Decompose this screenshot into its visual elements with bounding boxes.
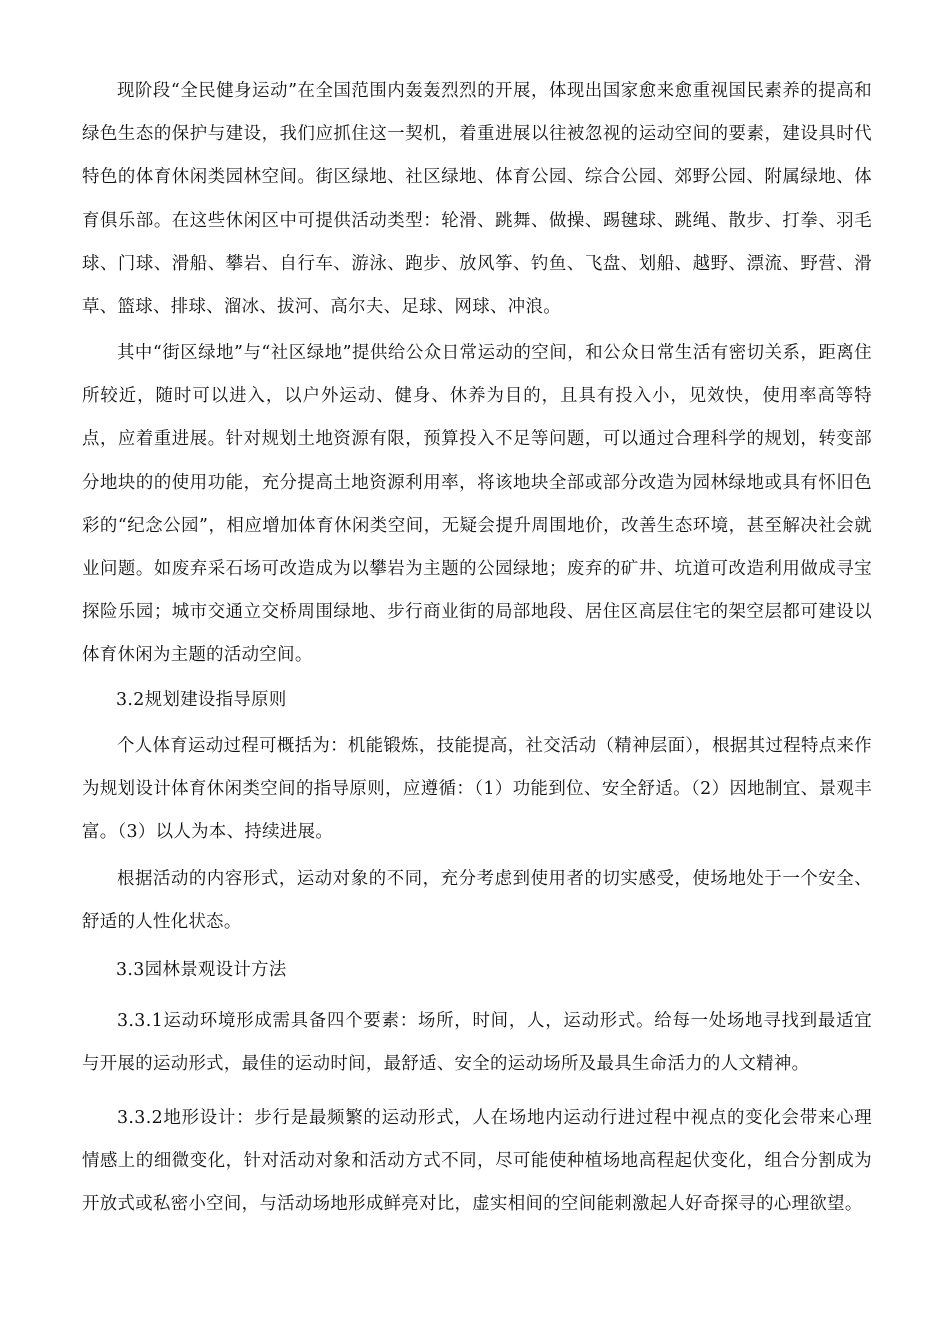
paragraph-3-3-1: 3.3.1运动环境形成需具备四个要素：场所，时间，人，运动形式。给每一处场地寻找到最适宜与开展的运动形式，最佳的运动时间，最舒适、安全的运动场所及最具生命活力的人文精神。 <box>82 1011 872 1075</box>
paragraph-humanized-state: 根据活动的内容形式，运动对象的不同，充分考虑到使用者的切实感受，使场地处于一个安全、舒适的人性化状态。 <box>82 869 872 933</box>
section-heading-3-3: 3.3园林景观设计方法 <box>116 960 287 980</box>
paragraph-street-community-greenspace: 其中“街区绿地”与“社区绿地”提供给公众日常运动的空间，和公众日常生活有密切关系，距离住所较近，随时可以进入，以户外运动、健身、休养为目的，且具有投入小，见效快，使用率高等特点，应着重进展。针对规划土地资源有限，预算投入不足等问题，可以通过合理科学的规划，转变部分地块的的使用功能，充分提高土地资源利用率，将该地块全部或部分改造为园林绿地或具有怀旧色彩的“纪念公园”，相应增加体育休闲类空间，无疑会提升周围地价，改善生态环境，甚至解决社会就业问题。如废弃采石场可改造成为以攀岩为主题的公园绿地；废弃的矿井、坑道可改造利用做成寻宝探险乐园；城市交通立交桥周围绿地、步行商业街的局部地段、居住区高层住宅的架空层都可建设以体育休闲为主题的活动空间。 <box>82 343 872 666</box>
paragraph-fitness-movement: 现阶段“全民健身运动”在全国范围内轰轰烈烈的开展，体现出国家愈来愈重视国民素养的提高和绿色生态的保护与建设，我们应抓住这一契机，着重进展以往被忽视的运动空间的要素，建设具时代特色的体育休闲类园林空间。街区绿地、社区绿地、体育公园、综合公园、郊野公园、附属绿地、体育俱乐部。在这些休闲区中可提供活动类型：轮滑、跳舞、做操、踢毽球、跳绳、散步、打拳、羽毛球、门球、滑船、攀岩、自行车、游泳、跑步、放风筝、钓鱼、飞盘、划船、越野、漂流、野营、滑草、篮球、排球、溜冰、拔河、高尔夫、足球、网球、冲浪。 <box>82 81 872 318</box>
section-heading-3-2: 3.2规划建设指导原则 <box>116 690 287 710</box>
paragraph-3-3-2: 3.3.2地形设计：步行是最频繁的运动形式，人在场地内运动行进过程中视点的变化会带来心理情感上的细微变化，针对活动对象和活动方式不同，尽可能使种植场地高程起伏变化，组合分割成为开放式或私密小空间，与活动场地形成鲜亮对比，虚实相间的空间能刺激起人好奇探寻的心理欲望。 <box>82 1108 872 1215</box>
paragraph-guiding-principles: 个人体育运动过程可概括为：机能锻炼，技能提高，社交活动（精神层面），根据其过程特点来作为规划设计体育休闲类空间的指导原则，应遵循：（1）功能到位、安全舒适。（2）因地制宜、景观丰富。（3）以人为本、持续进展。 <box>82 736 872 843</box>
